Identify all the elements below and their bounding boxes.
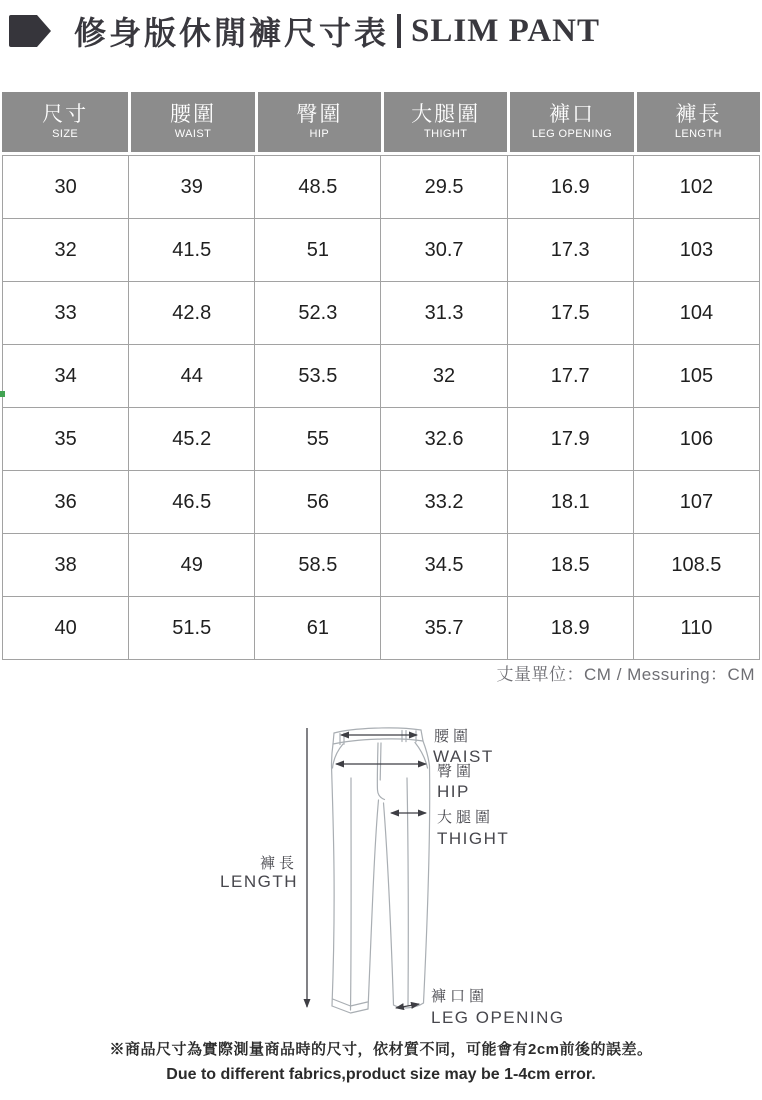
table-cell: 56 bbox=[255, 471, 381, 534]
table-cell: 48.5 bbox=[255, 156, 381, 219]
table-cell: 33.2 bbox=[381, 471, 507, 534]
table-cell: 58.5 bbox=[255, 534, 381, 597]
table-cell: 17.7 bbox=[507, 345, 633, 408]
table-cell: 46.5 bbox=[129, 471, 255, 534]
table-cell: 105 bbox=[633, 345, 759, 408]
col-header-zh: 褲長 bbox=[675, 103, 722, 126]
table-row bbox=[3, 345, 760, 408]
col-header-en: THIGHT bbox=[423, 128, 468, 140]
table-cell: 32.6 bbox=[381, 408, 507, 471]
table-cell: 35 bbox=[3, 408, 129, 471]
length-label-zh: 褲長 bbox=[259, 855, 298, 872]
title-separator bbox=[397, 14, 401, 48]
disclaimer-zh: ※商品尺寸為實際測量商品時的尺寸，依材質不同，可能會有2cm前後的誤差。 bbox=[109, 1041, 653, 1058]
table-cell: 61 bbox=[255, 597, 381, 660]
col-header-en: WAIST bbox=[174, 128, 212, 140]
table-cell: 110 bbox=[633, 597, 759, 660]
table-cell: 38 bbox=[3, 534, 129, 597]
table-cell: 17.9 bbox=[507, 408, 633, 471]
table-cell: 52.3 bbox=[255, 282, 381, 345]
col-header-en: SIZE bbox=[52, 128, 79, 140]
table-cell: 18.5 bbox=[507, 534, 633, 597]
table-cell: 103 bbox=[633, 219, 759, 282]
pants-measurement-diagram bbox=[0, 700, 762, 1040]
table-cell: 35.7 bbox=[381, 597, 507, 660]
table-cell: 108.5 bbox=[633, 534, 759, 597]
table-row bbox=[3, 219, 760, 282]
table-cell: 34.5 bbox=[381, 534, 507, 597]
size-table bbox=[2, 155, 760, 660]
page-title-zh: 修身版休閒褲尺寸表 bbox=[74, 15, 390, 51]
size-table-header bbox=[2, 92, 760, 152]
table-cell: 32 bbox=[381, 345, 507, 408]
col-header-length bbox=[634, 92, 760, 152]
col-header-zh: 大腿圍 bbox=[411, 103, 481, 126]
table-cell: 29.5 bbox=[381, 156, 507, 219]
table-row bbox=[3, 471, 760, 534]
table-cell: 51.5 bbox=[129, 597, 255, 660]
table-cell: 30.7 bbox=[381, 219, 507, 282]
leg-opening-label-zh: 褲口圍 bbox=[431, 988, 489, 1005]
table-cell: 102 bbox=[633, 156, 759, 219]
col-header-zh: 臀圍 bbox=[296, 103, 343, 126]
table-cell: 41.5 bbox=[129, 219, 255, 282]
hip-label-zh: 臀圍 bbox=[437, 763, 476, 780]
table-row bbox=[3, 408, 760, 471]
disclaimer-en: Due to different fabrics,product size may be 1-4cm error. bbox=[166, 1066, 596, 1083]
table-cell: 107 bbox=[633, 471, 759, 534]
measuring-unit-note: 丈量單位：CM / Messuring：CM bbox=[496, 665, 755, 684]
table-cell: 33 bbox=[3, 282, 129, 345]
table-cell: 30 bbox=[3, 156, 129, 219]
waist-label-zh: 腰圍 bbox=[434, 728, 473, 745]
col-header-zh: 褲口 bbox=[548, 103, 595, 126]
table-cell: 51 bbox=[255, 219, 381, 282]
table-cell: 42.8 bbox=[129, 282, 255, 345]
table-cell: 31.3 bbox=[381, 282, 507, 345]
table-cell: 45.2 bbox=[129, 408, 255, 471]
col-header-zh: 腰圍 bbox=[169, 103, 216, 126]
col-header-thigh bbox=[381, 92, 507, 152]
table-cell: 18.9 bbox=[507, 597, 633, 660]
leg-opening-label-en: LEG OPENING bbox=[431, 1008, 565, 1027]
table-row bbox=[3, 597, 760, 660]
table-cell: 36 bbox=[3, 471, 129, 534]
table-cell: 18.1 bbox=[507, 471, 633, 534]
table-cell: 17.3 bbox=[507, 219, 633, 282]
col-header-en: LEG OPENING bbox=[531, 128, 613, 140]
table-row bbox=[3, 534, 760, 597]
table-cell: 44 bbox=[129, 345, 255, 408]
table-cell: 106 bbox=[633, 408, 759, 471]
col-header-hip bbox=[255, 92, 381, 152]
table-cell: 32 bbox=[3, 219, 129, 282]
length-label-en: LENGTH bbox=[220, 872, 298, 891]
pants-outline bbox=[332, 728, 430, 1013]
table-cell: 16.9 bbox=[507, 156, 633, 219]
thigh-label-zh: 大腿圍 bbox=[437, 809, 495, 826]
stray-green-mark bbox=[0, 391, 5, 397]
col-header-waist bbox=[128, 92, 254, 152]
col-header-zh: 尺寸 bbox=[42, 103, 89, 126]
table-cell: 17.5 bbox=[507, 282, 633, 345]
table-cell: 53.5 bbox=[255, 345, 381, 408]
page-title-en: SLIM PANT bbox=[411, 12, 601, 49]
thigh-label-en: THIGHT bbox=[437, 829, 510, 848]
table-cell: 49 bbox=[129, 534, 255, 597]
col-header-leg-opening bbox=[507, 92, 633, 152]
col-header-en: HIP bbox=[309, 128, 330, 140]
arrow-tag-icon bbox=[8, 15, 52, 47]
col-header-size bbox=[2, 92, 128, 152]
col-header-en: LENGTH bbox=[674, 128, 722, 140]
table-cell: 39 bbox=[129, 156, 255, 219]
hip-label-en: HIP bbox=[437, 782, 470, 801]
page-title bbox=[8, 8, 600, 54]
table-cell: 104 bbox=[633, 282, 759, 345]
waist-label-en: WAIST bbox=[433, 747, 494, 766]
table-cell: 55 bbox=[255, 408, 381, 471]
table-cell: 40 bbox=[3, 597, 129, 660]
table-row bbox=[3, 156, 760, 219]
table-row bbox=[3, 282, 760, 345]
table-cell: 34 bbox=[3, 345, 129, 408]
